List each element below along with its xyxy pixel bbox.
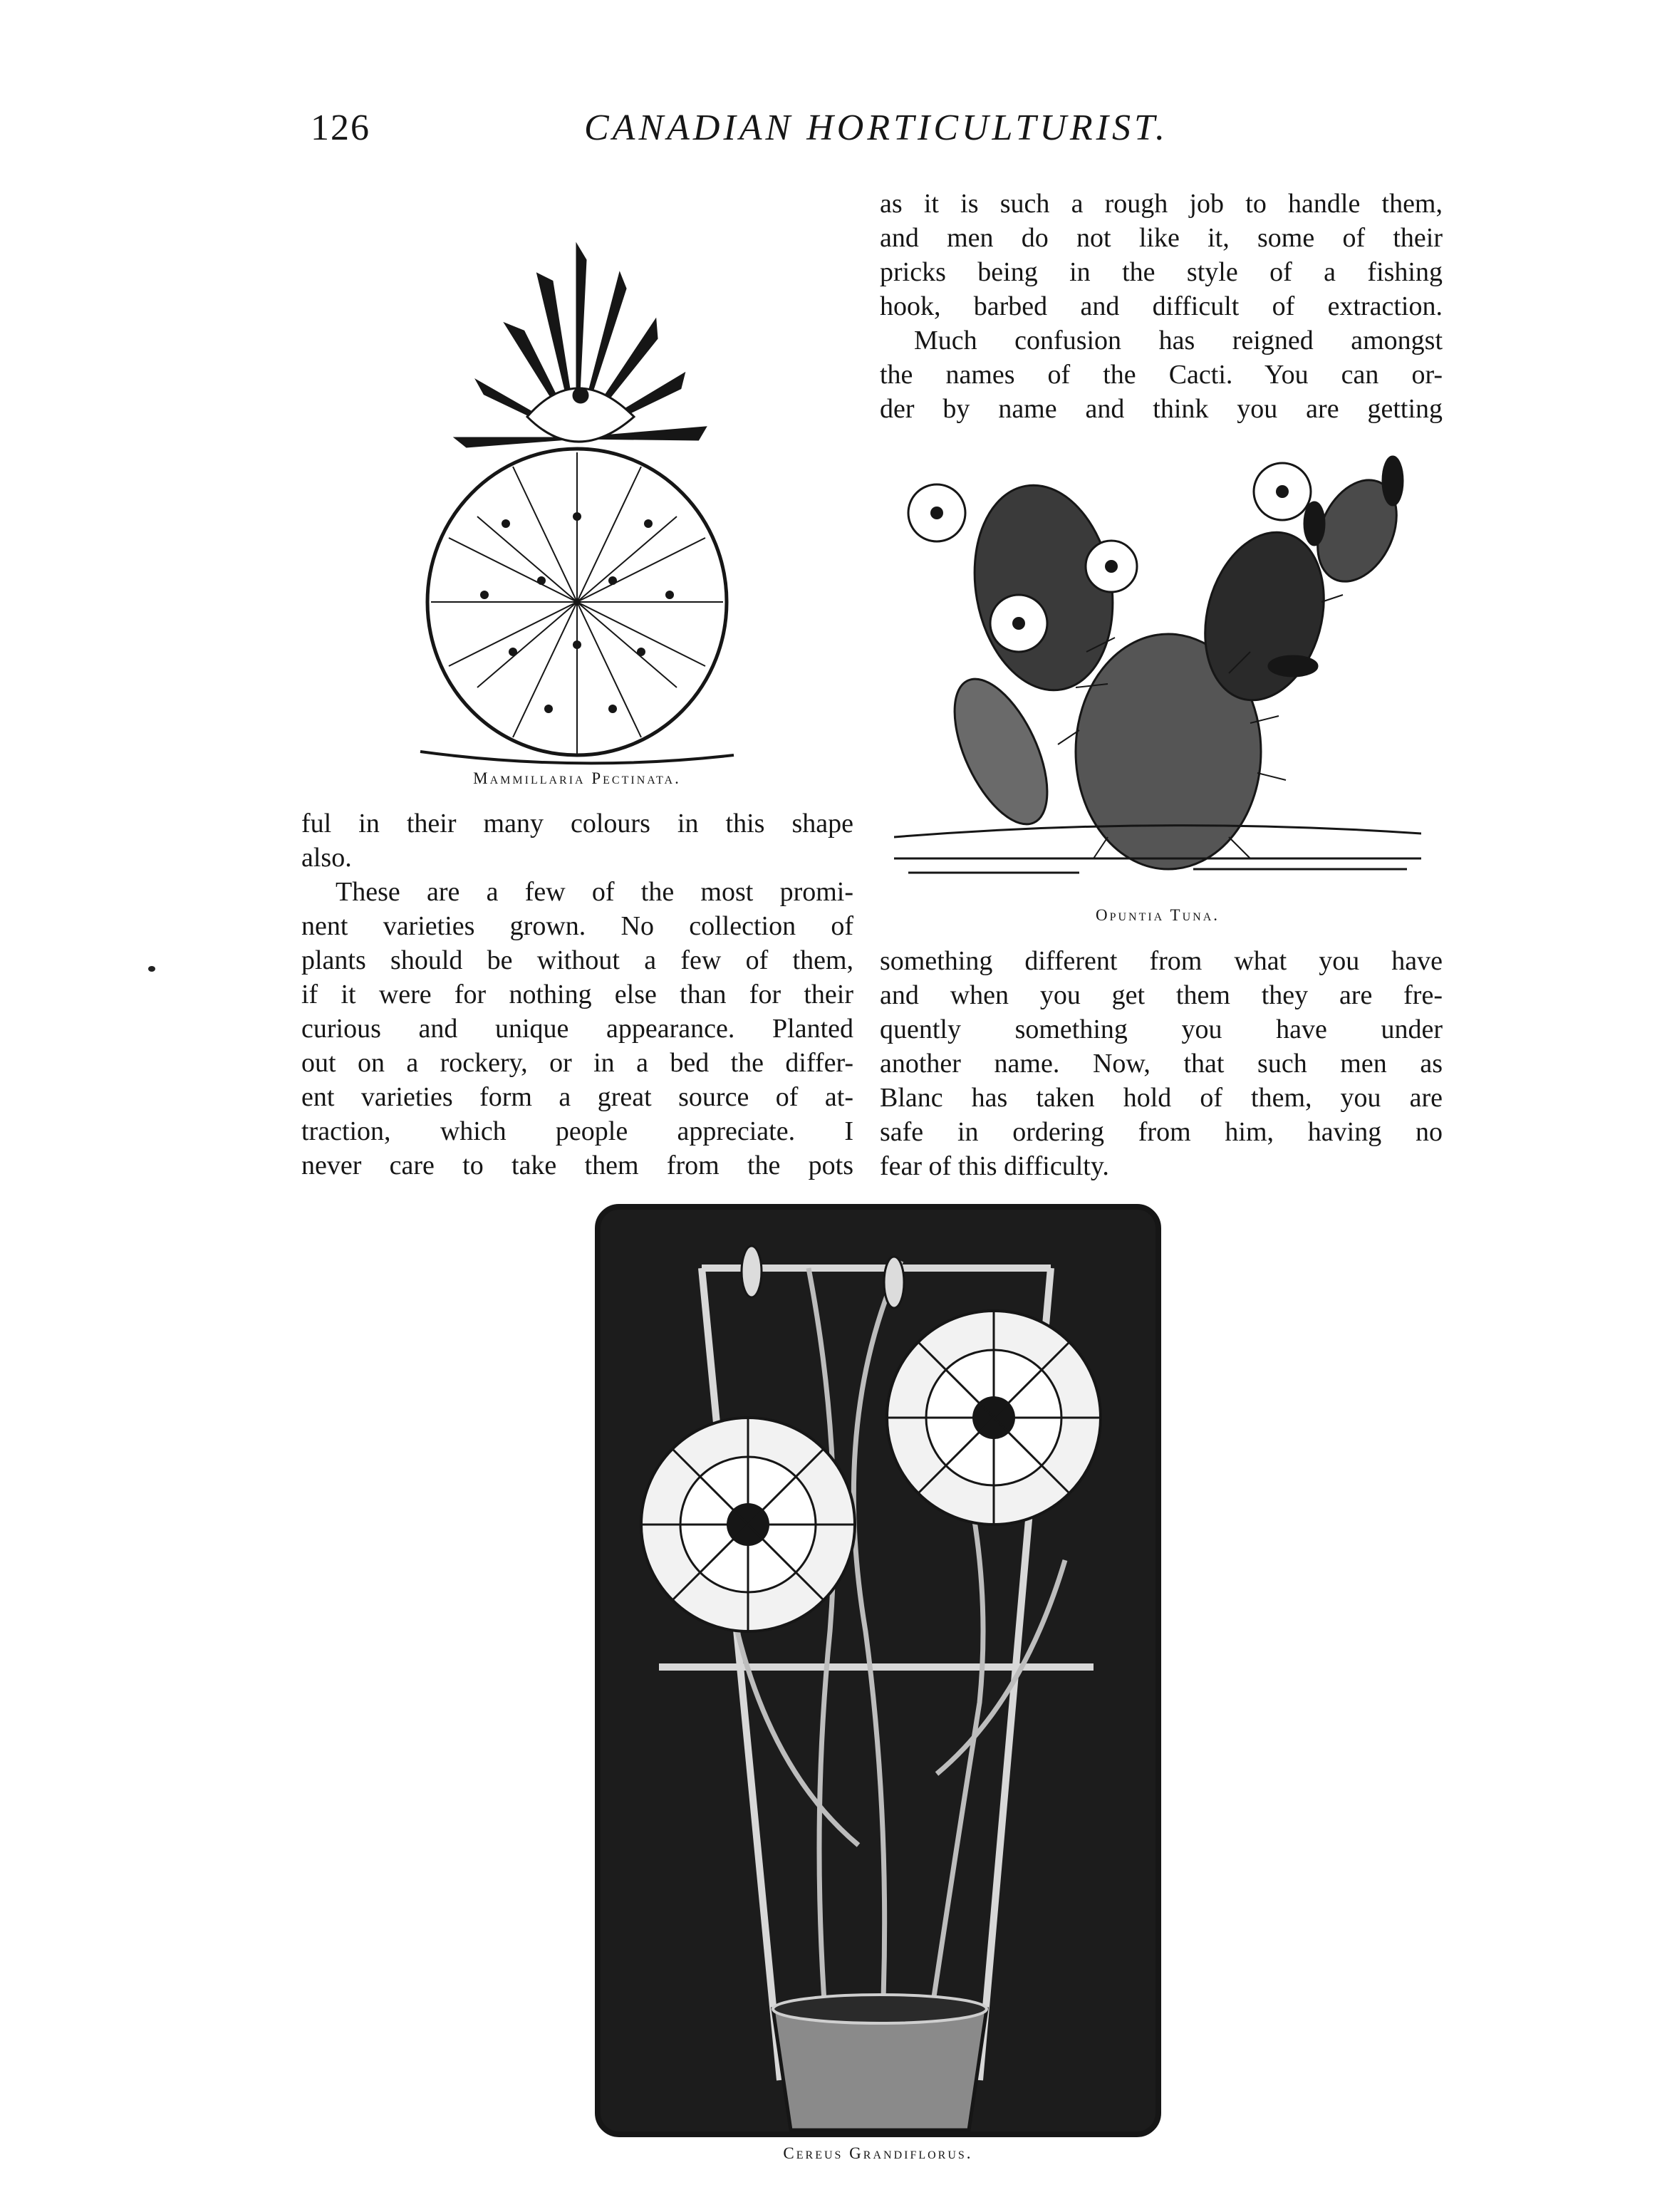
text-line: der by name and think you are getting xyxy=(880,394,1443,424)
caption-cereus: Cereus Grandiflorus. xyxy=(783,2144,973,2162)
text-line: ent varieties form a great source of at- xyxy=(301,1082,853,1112)
left-column-text xyxy=(301,806,853,1183)
text-line: plants should be without a few of them, xyxy=(301,945,853,975)
text-line: quently something you have under xyxy=(880,1014,1443,1044)
text-line: Blanc has taken hold of them, you are xyxy=(880,1083,1443,1113)
figure-cereus xyxy=(595,1204,1161,2137)
right-column-bottom-text xyxy=(880,944,1443,1183)
text-line: nent varieties grown. No collection of xyxy=(301,911,853,941)
text-line: never care to take them from the pots xyxy=(301,1151,853,1180)
running-title: CANADIAN HORTICULTURIST. xyxy=(584,108,1169,148)
text-line: if it were for nothing else than for their xyxy=(301,980,853,1009)
text-line: something different from what you have xyxy=(880,946,1443,976)
text-line: and when you get them they are fre- xyxy=(880,980,1443,1010)
text-line: ful in their many colours in this shape xyxy=(301,809,853,838)
text-line: fear of this difficulty. xyxy=(880,1151,1109,1181)
text-line: These are a few of the most promi- xyxy=(336,877,853,907)
text-line: hook, barbed and difficult of extraction. xyxy=(880,291,1443,321)
cereus-night-blooming-engraving-icon xyxy=(595,1204,1161,2137)
text-line: out on a rockery, or in a bed the differ- xyxy=(301,1048,853,1078)
stray-ink-mark xyxy=(148,966,155,972)
text-line: another name. Now, that such men as xyxy=(880,1049,1443,1079)
figure-opuntia xyxy=(894,438,1421,894)
page-number: 126 xyxy=(311,108,370,148)
opuntia-cactus-engraving-icon xyxy=(894,438,1421,894)
caption-mammillaria: Mammillaria Pectinata. xyxy=(473,769,681,787)
mammillaria-cactus-engraving-icon xyxy=(399,182,755,773)
text-line: curious and unique appearance. Planted xyxy=(301,1014,853,1044)
text-line: traction, which people appreciate. I xyxy=(301,1116,853,1146)
text-line: and men do not like it, some of their xyxy=(880,223,1443,253)
text-line: the names of the Cacti. You can or- xyxy=(880,360,1443,390)
text-line: also. xyxy=(301,843,352,873)
caption-opuntia: Opuntia Tuna. xyxy=(1095,906,1220,924)
text-line: safe in ordering from him, having no xyxy=(880,1117,1443,1147)
text-line: Much confusion has reigned amongst xyxy=(914,326,1443,355)
figure-mammillaria xyxy=(399,182,755,773)
text-line: pricks being in the style of a fishing xyxy=(880,257,1443,287)
text-line: as it is such a rough job to handle them, xyxy=(880,189,1443,219)
right-column-top-text xyxy=(880,187,1443,426)
